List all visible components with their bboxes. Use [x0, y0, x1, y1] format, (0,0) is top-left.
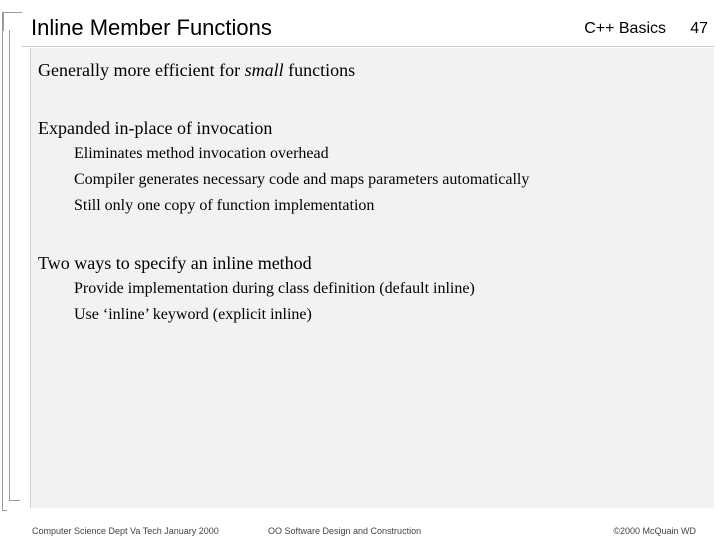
- frame-left-inner: [9, 30, 20, 501]
- bullet-efficiency: [38, 60, 355, 81]
- sub-item: Use ‘inline’ keyword (explicit inline): [74, 306, 312, 323]
- bullet-efficiency-before: Generally more efficient for: [38, 60, 245, 80]
- bullet-efficiency-after: functions: [283, 60, 356, 80]
- sub-item: Provide implementation during class definition (default inline): [74, 280, 475, 297]
- footer-left: Computer Science Dept Va Tech January 2000: [32, 526, 219, 536]
- slide-title: Inline Member Functions: [31, 15, 272, 40]
- footer-right: ©2000 McQuain WD: [613, 526, 696, 536]
- bullet-expanded: Expanded in-place of invocation: [38, 118, 273, 138]
- slide-content: [30, 48, 714, 508]
- corner-mark: [3, 12, 22, 31]
- bullet-efficiency-emphasis: small: [244, 60, 284, 80]
- footer-center: OO Software Design and Construction: [268, 526, 422, 536]
- sub-item: Still only one copy of function implementation: [74, 197, 375, 214]
- frame-left-outer: [2, 12, 7, 511]
- page-number: 47: [690, 20, 708, 37]
- bullet-two-ways: Two ways to specify an inline method: [38, 253, 312, 273]
- section-label: C++ Basics: [584, 20, 666, 37]
- slide-header: [22, 12, 714, 47]
- sub-item: Eliminates method invocation overhead: [74, 145, 329, 162]
- sub-item: Compiler generates necessary code and maps parameters automatically: [74, 171, 530, 188]
